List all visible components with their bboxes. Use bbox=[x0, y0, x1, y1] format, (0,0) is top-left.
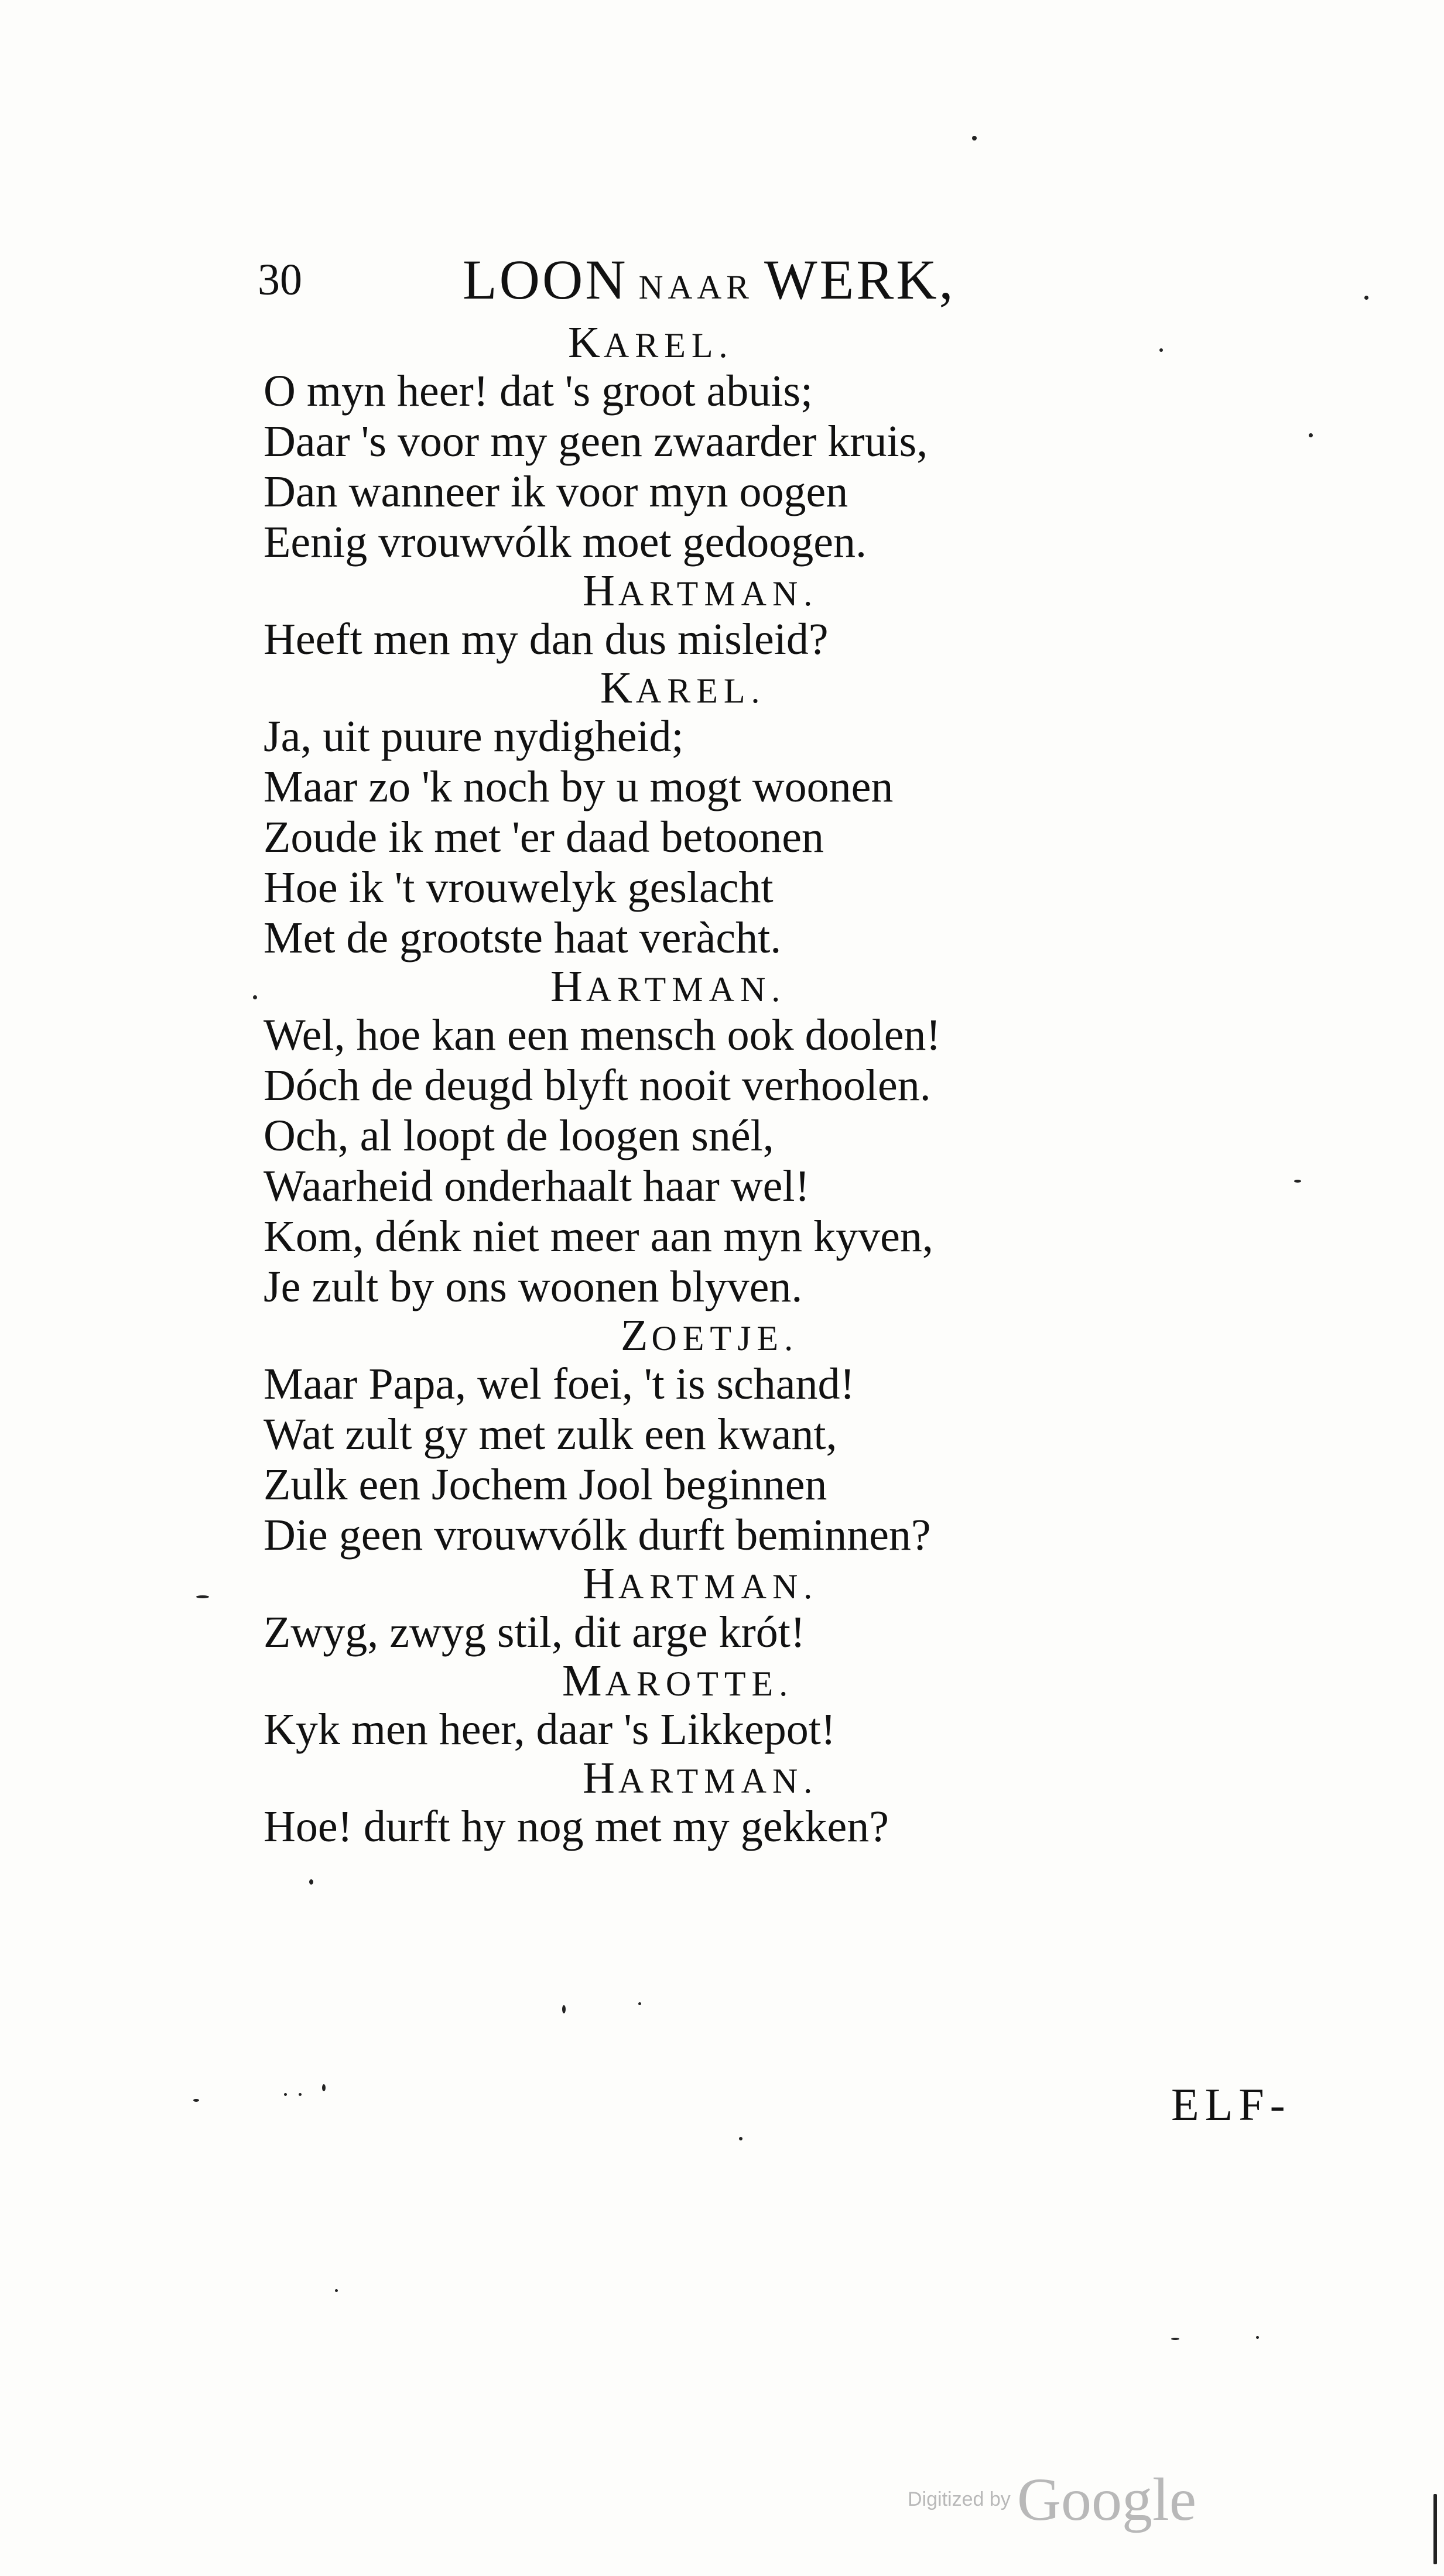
speaker-rest: AREL. bbox=[603, 326, 734, 365]
verse-line: Maar zo 'k noch by u mogt woonen bbox=[264, 762, 894, 811]
speaker-name bbox=[264, 1657, 1142, 1704]
watermark-prefix: Digitized by bbox=[908, 2488, 1011, 2510]
running-title bbox=[463, 248, 956, 311]
speaker-initial: K bbox=[600, 663, 636, 712]
verse-line: Dan wanneer ik voor myn oogen bbox=[264, 467, 848, 516]
verse-line: Wat zult gy met zulk een kwant, bbox=[264, 1410, 837, 1459]
verse-line: Die geen vrouwvólk durft beminnen? bbox=[264, 1510, 931, 1560]
speaker-rest: ARTMAN. bbox=[618, 1762, 819, 1800]
verse-text bbox=[264, 319, 1142, 1852]
scan-speck bbox=[322, 2084, 326, 2091]
speaker-initial: H bbox=[550, 962, 586, 1011]
scan-speck bbox=[284, 2093, 287, 2096]
scan-speck bbox=[309, 1879, 313, 1885]
watermark-brand: Google bbox=[1017, 2466, 1197, 2533]
scan-speck bbox=[562, 2005, 566, 2013]
scan-speck bbox=[1159, 348, 1163, 352]
verse-line: Och, al loopt de loogen snél, bbox=[264, 1111, 774, 1160]
speaker-rest: ARTMAN. bbox=[618, 574, 819, 613]
speaker-name bbox=[264, 664, 1142, 711]
scan-speck bbox=[972, 136, 977, 141]
speaker-rest: ARTMAN. bbox=[586, 970, 786, 1009]
scan-speck bbox=[335, 2289, 338, 2292]
speaker-name bbox=[264, 1560, 1142, 1607]
scan-speck bbox=[253, 995, 257, 999]
speaker-initial: H bbox=[583, 1753, 618, 1803]
scan-speck bbox=[1433, 2494, 1437, 2564]
verse-line: Dóch de deugd blyft nooit verhoolen. bbox=[264, 1061, 931, 1110]
verse-line: O myn heer! dat 's groot abuis; bbox=[264, 366, 813, 416]
verse-line: Zoude ik met 'er daad betoonen bbox=[264, 813, 824, 862]
speaker-rest: OETJE. bbox=[651, 1319, 799, 1358]
verse-line: Hoe! durft hy nog met my gekken? bbox=[264, 1802, 889, 1851]
verse-line: Zulk een Jochem Jool beginnen bbox=[264, 1460, 827, 1509]
speaker-rest: AREL. bbox=[635, 672, 766, 710]
speaker-rest: AROTTE. bbox=[605, 1664, 794, 1703]
scan-speck bbox=[1309, 433, 1313, 437]
scan-speck bbox=[739, 2137, 742, 2140]
verse-line: Waarheid onderhaalt haar wel! bbox=[264, 1162, 810, 1211]
verse-line: Kom, dénk niet meer aan myn kyven, bbox=[264, 1212, 933, 1261]
scan-speck bbox=[299, 2093, 302, 2096]
page-header bbox=[258, 248, 1072, 316]
scan-speck bbox=[1294, 1180, 1301, 1183]
verse-line: Je zult by ons woonen blyven. bbox=[264, 1262, 803, 1311]
verse-line: Kyk men heer, daar 's Likkepot! bbox=[264, 1705, 836, 1754]
verse-line: Hoe ik 't vrouwelyk geslacht bbox=[264, 863, 774, 912]
catchword: ELF- bbox=[1171, 2079, 1291, 2130]
scan-speck bbox=[196, 1595, 209, 1598]
speaker-name bbox=[264, 1312, 1142, 1359]
scan-speck bbox=[1364, 296, 1368, 300]
speaker-name bbox=[264, 963, 1142, 1010]
verse-line: Ja, uit puure nydigheid; bbox=[264, 712, 684, 761]
speaker-name bbox=[264, 319, 1142, 366]
speaker-initial: K bbox=[568, 318, 604, 367]
digitization-watermark bbox=[908, 2465, 1196, 2534]
speaker-name bbox=[264, 1755, 1142, 1801]
speaker-initial: H bbox=[583, 1559, 618, 1608]
verse-line: Heeft men my dan dus misleid? bbox=[264, 615, 829, 664]
scan-speck bbox=[1256, 2336, 1259, 2339]
verse-line: Wel, hoe kan een mensch ook doolen! bbox=[264, 1010, 941, 1060]
verse-line: Zwyg, zwyg stil, dit arge krót! bbox=[264, 1608, 806, 1657]
verse-line: Maar Papa, wel foei, 't is schand! bbox=[264, 1359, 855, 1409]
speaker-initial: Z bbox=[621, 1311, 652, 1360]
verse-line: Daar 's voor my geen zwaarder kruis, bbox=[264, 417, 928, 466]
speaker-rest: ARTMAN. bbox=[618, 1567, 819, 1606]
verse-line: Eenig vrouwvólk moet gedoogen. bbox=[264, 518, 867, 567]
scan-speck bbox=[638, 2002, 641, 2005]
speaker-initial: H bbox=[583, 566, 618, 615]
scan-speck bbox=[1171, 2338, 1179, 2340]
running-title-word-3: WERK, bbox=[764, 248, 956, 311]
speaker-initial: M bbox=[562, 1656, 605, 1705]
page-number: 30 bbox=[258, 255, 302, 304]
speaker-name bbox=[264, 567, 1142, 614]
verse-line: Met de grootste haat veràcht. bbox=[264, 913, 782, 962]
scan-speck bbox=[193, 2099, 199, 2102]
running-title-word-1: LOON bbox=[463, 248, 628, 311]
running-title-word-2: NAAR bbox=[638, 268, 754, 306]
